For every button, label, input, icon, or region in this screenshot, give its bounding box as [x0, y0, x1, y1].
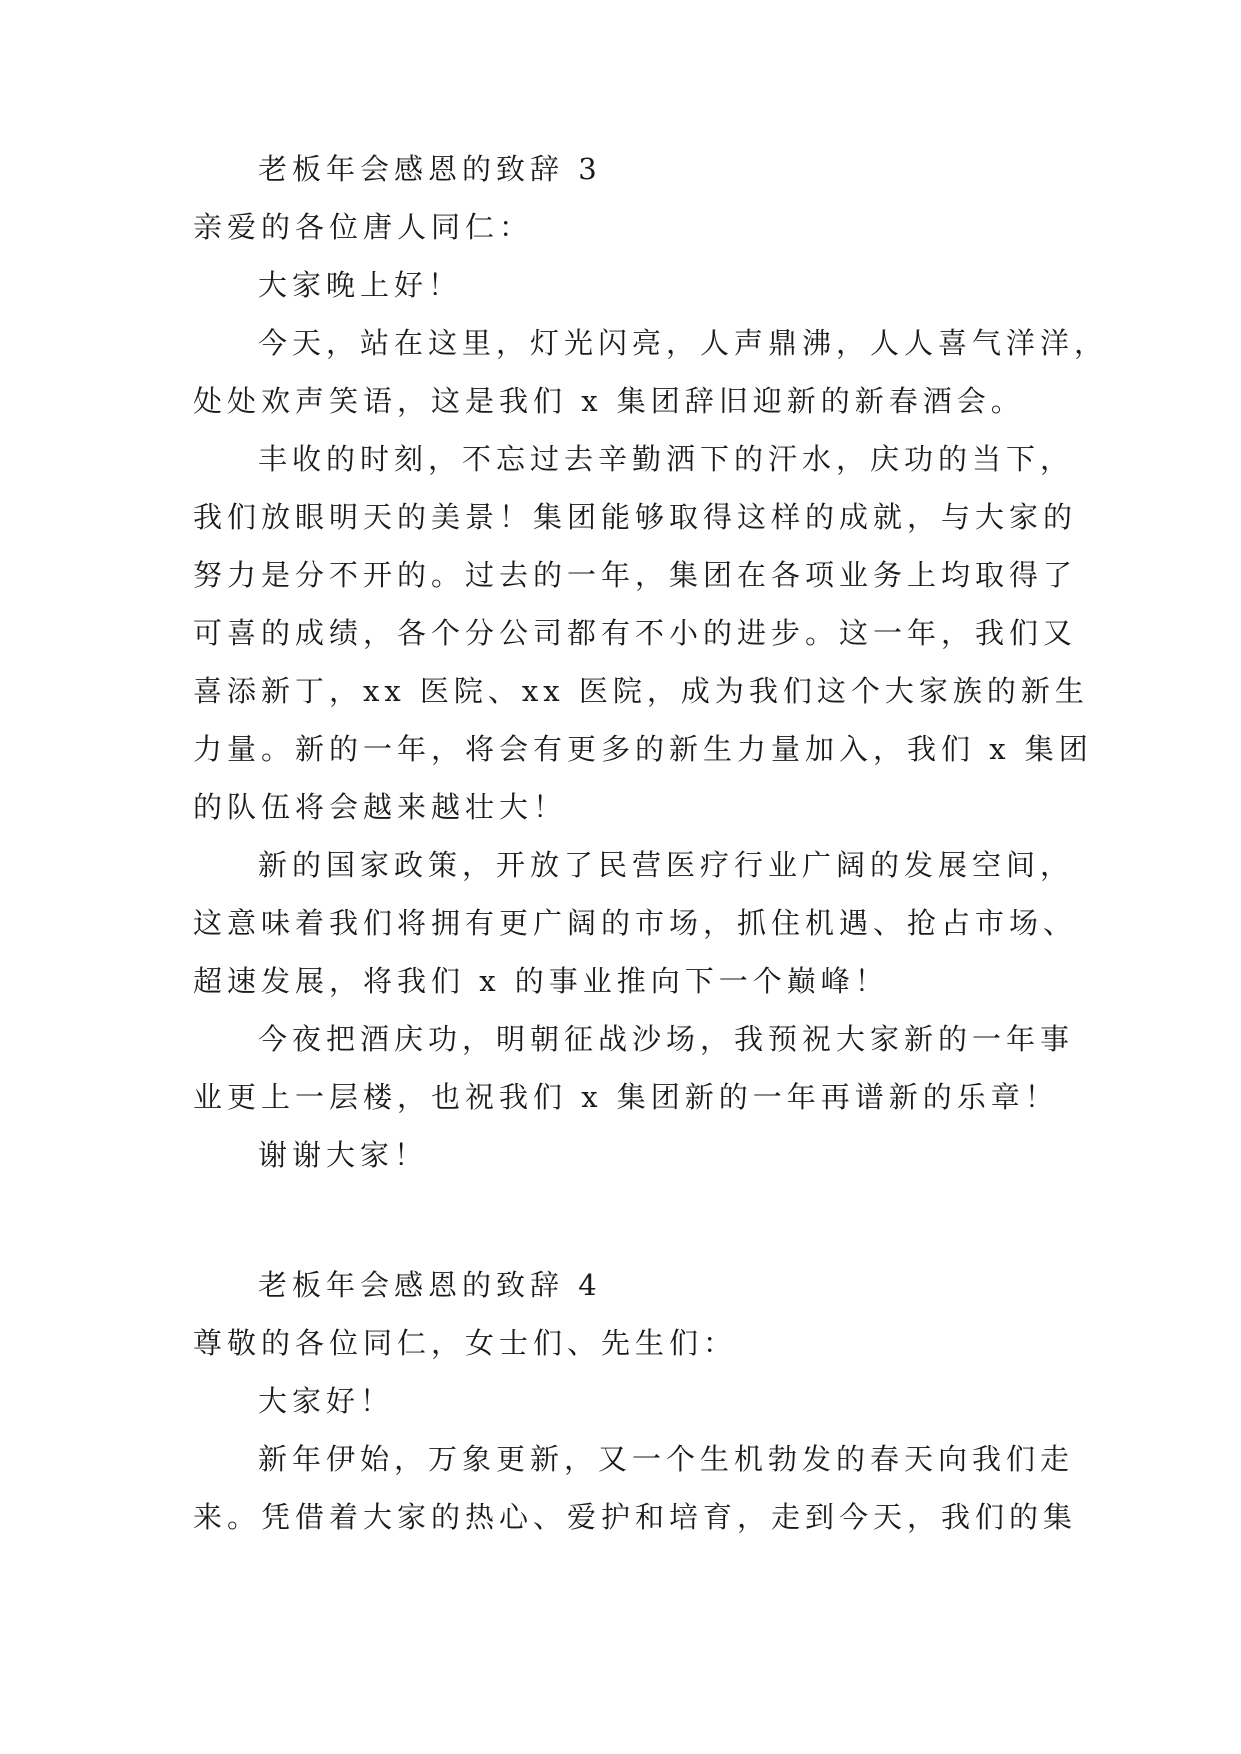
- paragraph-line: 新年伊始，万象更新，又一个生机勃发的春天向我们走: [258, 1442, 1075, 1476]
- paragraph-line: 可喜的成绩，各个分公司都有不小的进步。这一年，我们又: [193, 616, 1078, 650]
- section-title: 老板年会感恩的致辞 3: [258, 152, 602, 186]
- salutation: 亲爱的各位唐人同仁：: [193, 210, 534, 244]
- paragraph-line: 力量。新的一年，将会有更多的新生力量加入，我们 x 集团: [193, 732, 1093, 766]
- paragraph-line: 今天，站在这里，灯光闪亮，人声鼎沸，人人喜气洋洋，: [258, 326, 1109, 360]
- paragraph-line: 我们放眼明天的美景！集团能够取得这样的成就，与大家的: [193, 500, 1078, 534]
- greeting: 大家好！: [258, 1384, 395, 1418]
- paragraph-line: 处处欢声笑语，这是我们 x 集团辞旧迎新的新春酒会。: [193, 384, 1025, 418]
- paragraph-line: 今夜把酒庆功，明朝征战沙场，我预祝大家新的一年事: [258, 1022, 1075, 1056]
- section-title: 老板年会感恩的致辞 4: [258, 1268, 602, 1302]
- paragraph-line: 来。凭借着大家的热心、爱护和培育，走到今天，我们的集: [193, 1500, 1078, 1534]
- paragraph-line: 超速发展，将我们 x 的事业推向下一个巅峰！: [193, 964, 889, 998]
- paragraph-line: 新的国家政策，开放了民营医疗行业广阔的发展空间，: [258, 848, 1075, 882]
- speech-section-3: [193, 140, 1109, 1184]
- speech-section-4: [193, 1256, 1078, 1546]
- paragraph-line: 这意味着我们将拥有更广阔的市场，抓住机遇、抢占市场、: [193, 906, 1078, 940]
- paragraph-line: 喜添新丁，xx 医院、xx 医院，成为我们这个大家族的新生: [193, 674, 1089, 708]
- paragraph-line: 努力是分不开的。过去的一年，集团在各项业务上均取得了: [193, 558, 1078, 592]
- paragraph-line: 的队伍将会越来越壮大！: [193, 790, 568, 824]
- closing: 谢谢大家！: [258, 1138, 429, 1172]
- paragraph-line: 丰收的时刻，不忘过去辛勤洒下的汗水，庆功的当下，: [258, 442, 1075, 476]
- greeting: 大家晚上好！: [258, 268, 463, 302]
- paragraph-line: 业更上一层楼，也祝我们 x 集团新的一年再谱新的乐章！: [193, 1080, 1059, 1114]
- salutation: 尊敬的各位同仁，女士们、先生们：: [193, 1326, 738, 1360]
